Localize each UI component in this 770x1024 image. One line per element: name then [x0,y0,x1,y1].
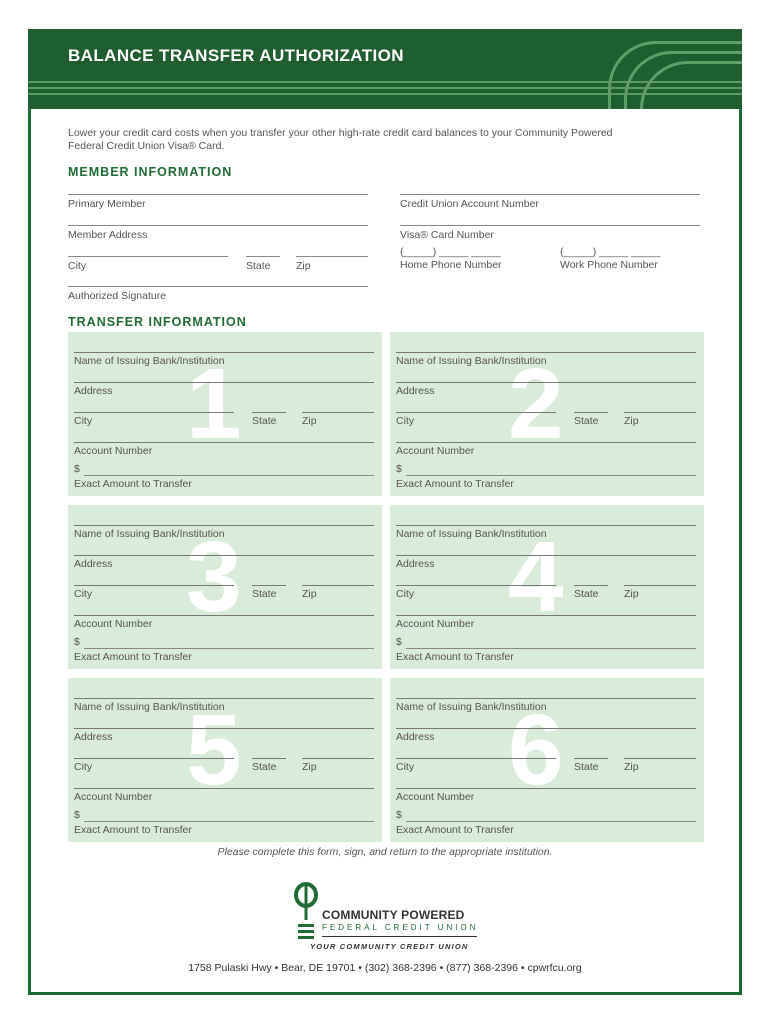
panel-number: 4 [508,521,564,633]
bank-name-field[interactable]: Name of Issuing Bank/Institution [74,698,374,713]
bank-city-field[interactable]: City [396,758,556,773]
account-number-field[interactable]: Account Number [74,615,374,630]
return-note: Please complete this form, sign, and return to the appropriate institution. [217,846,553,858]
panel-number: 3 [186,521,242,633]
bank-address-field[interactable]: Address [396,728,696,743]
bank-state-field[interactable]: State [252,412,286,427]
credit-union-logo [292,880,482,955]
cp-logo-icon [292,880,322,940]
amount-line[interactable] [84,821,374,822]
dollar-sign: $ [396,463,402,475]
panel-number: 1 [186,348,242,460]
amount-label: Exact Amount to Transfer [74,651,192,663]
bank-address-field[interactable]: Address [74,382,374,397]
panel-number: 2 [508,348,564,460]
bank-name-field[interactable]: Name of Issuing Bank/Institution [396,698,696,713]
transfer-panel-3 [68,505,382,669]
intro-text: Lower your credit card costs when you transfer your other high-rate credit card balances to your Community Powered Federal Credit Union Visa® Card. [68,127,613,152]
bank-zip-field[interactable]: Zip [624,758,696,773]
member-city-field[interactable]: City [68,256,228,272]
logo-subname: FEDERAL CREDIT UNION [322,923,479,932]
account-number-field[interactable]: Credit Union Account Number [400,194,700,210]
transfer-panel-2 [390,332,704,496]
primary-member-field[interactable]: Primary Member [68,194,368,210]
account-number-field[interactable]: Account Number [396,615,696,630]
bank-zip-field[interactable]: Zip [302,758,374,773]
work-phone-label[interactable]: Work Phone Number [560,259,658,271]
bank-city-field[interactable]: City [74,412,234,427]
bank-address-field[interactable]: Address [74,728,374,743]
account-number-field[interactable]: Account Number [396,788,696,803]
bank-address-field[interactable]: Address [74,555,374,570]
bank-city-field[interactable]: City [74,585,234,600]
transfer-panel-4 [390,505,704,669]
dollar-sign: $ [74,463,80,475]
amount-label: Exact Amount to Transfer [396,824,514,836]
bank-name-field[interactable]: Name of Issuing Bank/Institution [74,352,374,367]
dollar-sign: $ [396,636,402,648]
bank-state-field[interactable]: State [252,758,286,773]
bank-address-field[interactable]: Address [396,555,696,570]
contact-address: 1758 Pulaski Hwy • Bear, DE 19701 • (302) 368-2396 • (877) 368-2396 • cpwrfcu.org [188,962,582,974]
bank-state-field[interactable]: State [574,412,608,427]
bank-zip-field[interactable]: Zip [302,585,374,600]
member-section-title: MEMBER INFORMATION [68,165,233,179]
work-phone-mask: (_____) _____ _____ [560,246,661,258]
visa-card-number-field[interactable]: Visa® Card Number [400,225,700,241]
home-phone-label[interactable]: Home Phone Number [400,259,502,271]
home-phone-mask: (_____) _____ _____ [400,246,501,258]
form-header [28,29,742,109]
transfer-panel-6 [390,678,704,842]
bank-zip-field[interactable]: Zip [624,412,696,427]
bank-city-field[interactable]: City [74,758,234,773]
amount-label: Exact Amount to Transfer [74,824,192,836]
amount-line[interactable] [406,475,696,476]
transfer-section-title: TRANSFER INFORMATION [68,315,247,329]
bank-address-field[interactable]: Address [396,382,696,397]
amount-label: Exact Amount to Transfer [396,651,514,663]
transfer-panel-1 [68,332,382,496]
logo-name: COMMUNITY POWERED [322,908,465,922]
bank-state-field[interactable]: State [574,585,608,600]
form-title: BALANCE TRANSFER AUTHORIZATION [68,46,404,65]
bank-state-field[interactable]: State [252,585,286,600]
account-number-field[interactable]: Account Number [74,442,374,457]
bank-name-field[interactable]: Name of Issuing Bank/Institution [396,525,696,540]
transfer-panel-5 [68,678,382,842]
amount-line[interactable] [84,475,374,476]
member-state-field[interactable]: State [246,256,280,272]
amount-label: Exact Amount to Transfer [74,478,192,490]
bank-name-field[interactable]: Name of Issuing Bank/Institution [74,525,374,540]
amount-line[interactable] [406,648,696,649]
amount-label: Exact Amount to Transfer [396,478,514,490]
logo-rule [322,936,477,937]
account-number-field[interactable]: Account Number [74,788,374,803]
bank-city-field[interactable]: City [396,412,556,427]
bank-city-field[interactable]: City [396,585,556,600]
panel-number: 6 [508,694,564,806]
panel-number: 5 [186,694,242,806]
signature-field[interactable]: Authorized Signature [68,286,368,302]
dollar-sign: $ [74,636,80,648]
logo-tagline: YOUR COMMUNITY CREDIT UNION [310,942,469,951]
amount-line[interactable] [84,648,374,649]
dollar-sign: $ [74,809,80,821]
member-address-field[interactable]: Member Address [68,225,368,241]
member-zip-field[interactable]: Zip [296,256,368,272]
account-number-field[interactable]: Account Number [396,442,696,457]
bank-state-field[interactable]: State [574,758,608,773]
bank-zip-field[interactable]: Zip [624,585,696,600]
amount-line[interactable] [406,821,696,822]
bank-zip-field[interactable]: Zip [302,412,374,427]
bank-name-field[interactable]: Name of Issuing Bank/Institution [396,352,696,367]
dollar-sign: $ [396,809,402,821]
